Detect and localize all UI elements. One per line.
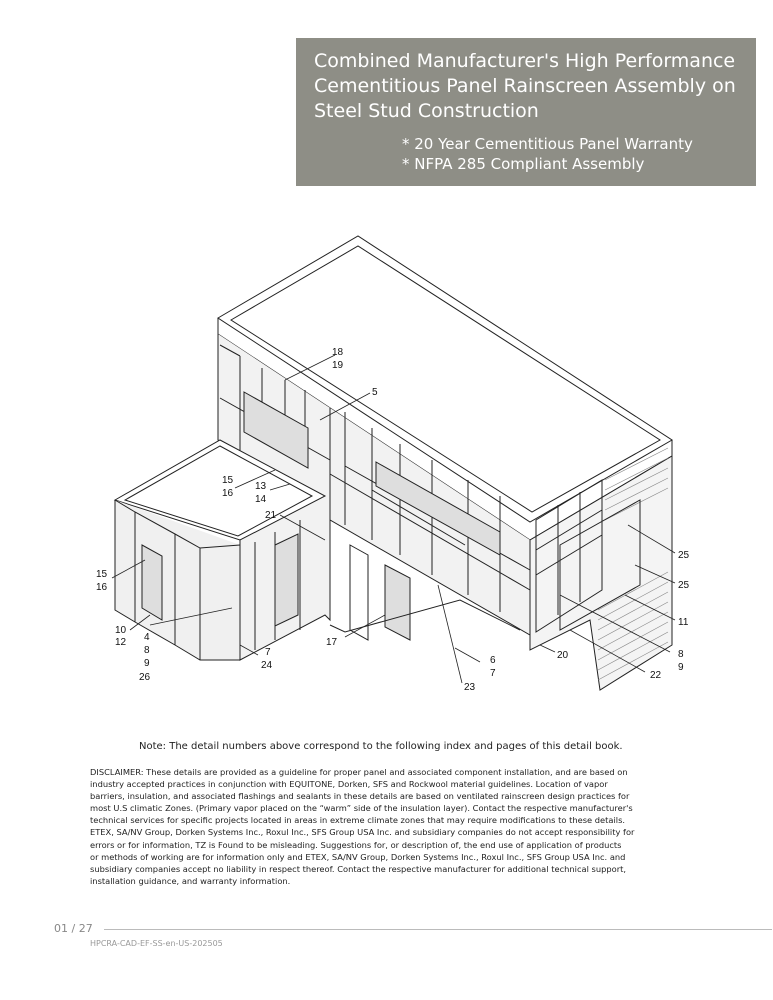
callout-25-upper: 25 [678, 550, 690, 561]
callout-8-left: 8 [144, 645, 150, 656]
callout-16-lower: 16 [96, 582, 108, 593]
callout-12: 12 [115, 637, 127, 648]
callout-6: 6 [490, 655, 496, 666]
disclaimer-line: industry accepted practices in conjunction with EQUITONE, Dorken, SFS and Rockwool material guidelines. Location of vapor [90, 779, 608, 790]
disclaimer-line: DISCLAIMER: These details are provided as a guideline for proper panel and associated component installation, and are based on [90, 767, 628, 777]
callout-22: 22 [650, 670, 662, 681]
callout-21: 21 [265, 510, 277, 521]
low-block-window-right [275, 534, 298, 626]
callout-25-lower: 25 [678, 580, 690, 591]
disclaimer-line: technical services for specific projects located in areas in extreme climate zones that may require modifications to these details. [90, 815, 626, 826]
entry-door [385, 565, 410, 640]
callout-17: 17 [326, 637, 338, 648]
callout-16-upper: 16 [222, 488, 234, 499]
callout-10: 10 [115, 625, 127, 636]
callout-15-lower: 15 [96, 569, 108, 580]
disclaimer-line: most U.S climatic Zones. (Primary vapor placed on the “warm” side of the insulation layer). Contact the respective manufacturer's [90, 803, 633, 814]
callout-15-upper: 15 [222, 475, 234, 486]
callout-18: 18 [332, 347, 344, 358]
disclaimer-line: barriers, insulation, and associated flashings and sealants in these details are based on ventilated rainscreen design practices for [90, 791, 630, 802]
callout-11: 11 [678, 617, 689, 628]
document-code: HPCRA-CAD-EF-SS-en-US-202505 [90, 939, 223, 948]
callout-14: 14 [255, 494, 267, 505]
callout-5: 5 [372, 387, 378, 398]
building-outline [115, 236, 672, 690]
callout-19: 19 [332, 360, 344, 371]
callout-7-right: 7 [490, 668, 496, 679]
callout-26: 26 [139, 672, 151, 683]
disclaimer-line: or methods of working are for information only and ETEX, SA/NV Group, Dorken Systems Inc., Roxul Inc., SFS Group USA Inc. and [90, 851, 626, 862]
disclaimer-text [90, 766, 686, 887]
callout-4: 4 [144, 632, 150, 643]
disclaimer-line: errors or for information, TZ is Found to be misleading. Suggestions for, or description of, the end use of application of products [90, 839, 622, 850]
disclaimer-line: subsidiary companies accept no liability in respect thereof. Contact the respective manufacturer for additional technical support, [90, 863, 627, 874]
title-line-1: Combined Manufacturer's High Performance [314, 50, 736, 72]
callout-8-right: 8 [678, 649, 684, 660]
title-line-3: Steel Stud Construction [314, 100, 539, 122]
callout-7-left: 7 [265, 647, 271, 658]
callout-20: 20 [557, 650, 569, 661]
callout-24: 24 [261, 660, 273, 671]
nfpa-bullet: * NFPA 285 Compliant Assembly [402, 155, 645, 173]
page-number: 01 / 27 [54, 922, 93, 935]
detail-note: Note: The detail numbers above correspond to the following index and pages of this detail book. [139, 741, 623, 752]
callout-9-right: 9 [678, 662, 684, 673]
warranty-bullet: * 20 Year Cementitious Panel Warranty [402, 135, 693, 153]
title-line-2: Cementitious Panel Rainscreen Assembly on [314, 75, 736, 97]
callout-23: 23 [464, 682, 476, 693]
callout-13: 13 [255, 481, 267, 492]
disclaimer-line: installation guidance, and warranty information. [90, 875, 291, 886]
low-block-window-left [142, 545, 162, 620]
callout-9-left: 9 [144, 658, 150, 669]
footer-divider [104, 929, 772, 930]
disclaimer-line: ETEX, SA/NV Group, Dorken Systems Inc., Roxul Inc., SFS Group USA Inc. and subsidiary companies do not accept responsibility for [90, 827, 635, 838]
